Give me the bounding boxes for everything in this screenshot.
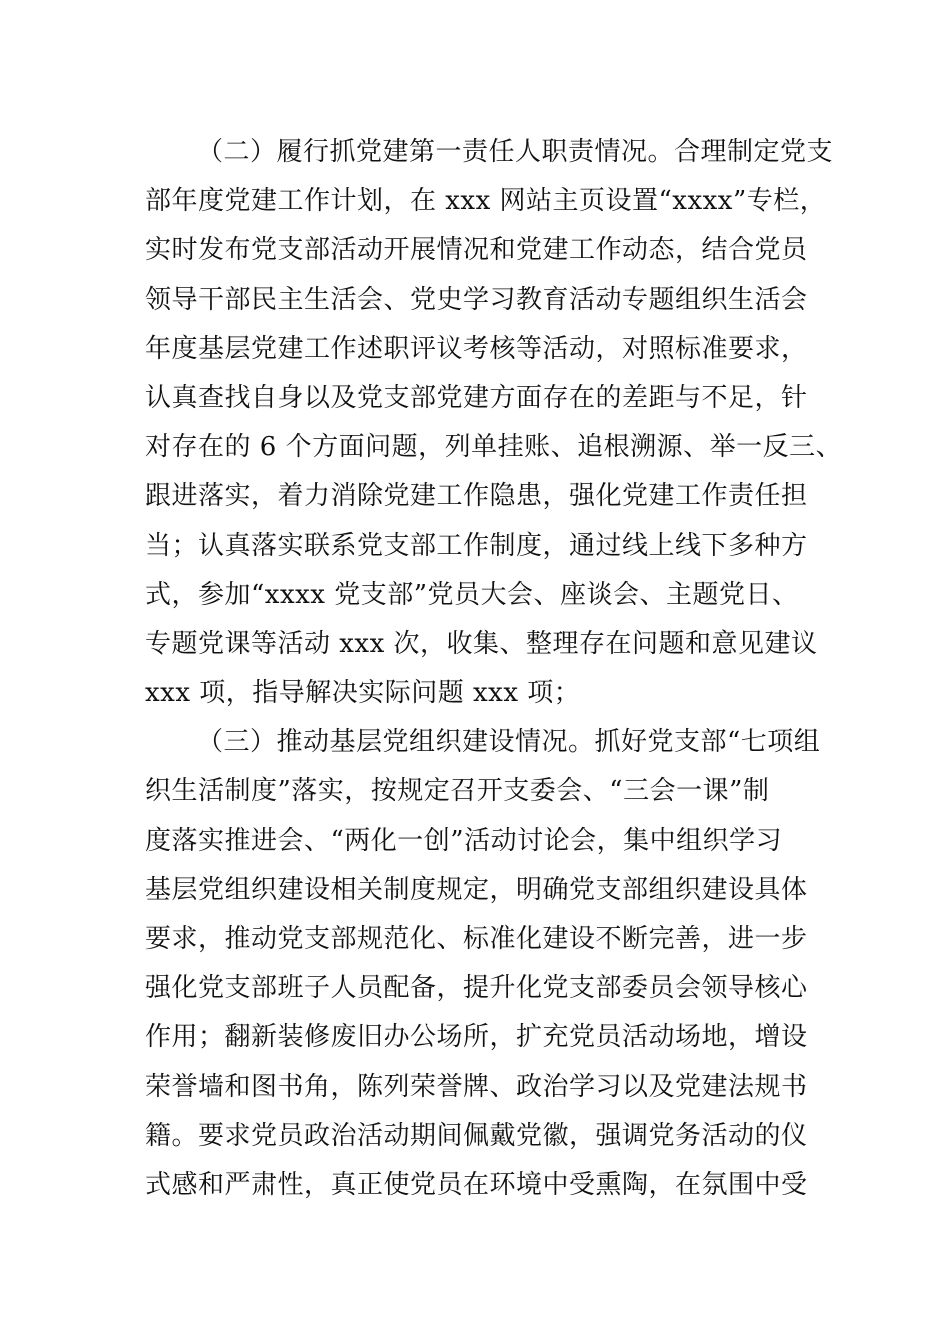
text-line: 式，参加“xxxx 党支部”党员大会、座谈会、主题党日、: [145, 579, 799, 610]
text-line: 实时发布党支部活动开展情况和党建工作动态，结合党员: [145, 235, 808, 266]
text-line: 领导干部民主生活会、党史学习教育活动专题组织生活会: [145, 284, 808, 315]
text-line: xxx 项，指导解决实际问题 xxx 项；: [145, 678, 581, 709]
text-line: 织生活制度”落实，按规定召开支委会、“三会一课”制: [145, 776, 770, 807]
text-line: 对存在的 6 个方面问题，列单挂账、追根溯源、举一反三、: [145, 432, 843, 463]
text-line: 认真查找自身以及党支部党建方面存在的差距与不足，针: [145, 382, 808, 413]
text-line: 荣誉墙和图书角，陈列荣誉牌、政治学习以及党建法规书: [145, 1071, 808, 1102]
text-line: （三）推动基层党组织建设情况。抓好党支部“七项组: [197, 727, 821, 758]
text-line: 籍。要求党员政治活动期间佩戴党徽，强调党务活动的仪: [145, 1120, 808, 1151]
text-line: 式感和严肃性，真正使党员在环境中受熏陶，在氛围中受: [145, 1169, 808, 1200]
text-line: 作用；翻新装修废旧办公场所，扩充党员活动场地，增设: [145, 1022, 808, 1053]
text-line: 强化党支部班子人员配备，提升化党支部委员会领导核心: [145, 973, 808, 1004]
document-body: [145, 128, 843, 1210]
text-line: 当；认真落实联系党支部工作制度，通过线上线下多种方: [145, 530, 808, 561]
text-line: 部年度党建工作计划，在 xxx 网站主页设置“xxxx”专栏，: [145, 186, 827, 217]
text-line: 度落实推进会、“两化一创”活动讨论会，集中组织学习: [145, 825, 783, 856]
text-line: 基层党组织建设相关制度规定，明确党支部组织建设具体: [145, 874, 808, 905]
text-line: 专题党课等活动 xxx 次，收集、整理存在问题和意见建议: [145, 628, 818, 659]
text-line: 年度基层党建工作述职评议考核等活动，对照标准要求，: [145, 333, 808, 364]
paragraph-3-grassroots-organization: [145, 718, 835, 1210]
text-line: 要求，推动党支部规范化、标准化建设不断完善，进一步: [145, 924, 808, 954]
paragraph-2-party-building-responsibility: [145, 128, 843, 718]
text-line: （二）履行抓党建第一责任人职责情况。合理制定党支: [197, 137, 834, 167]
text-line: 跟进落实，着力消除党建工作隐患，强化党建工作责任担: [145, 481, 808, 512]
